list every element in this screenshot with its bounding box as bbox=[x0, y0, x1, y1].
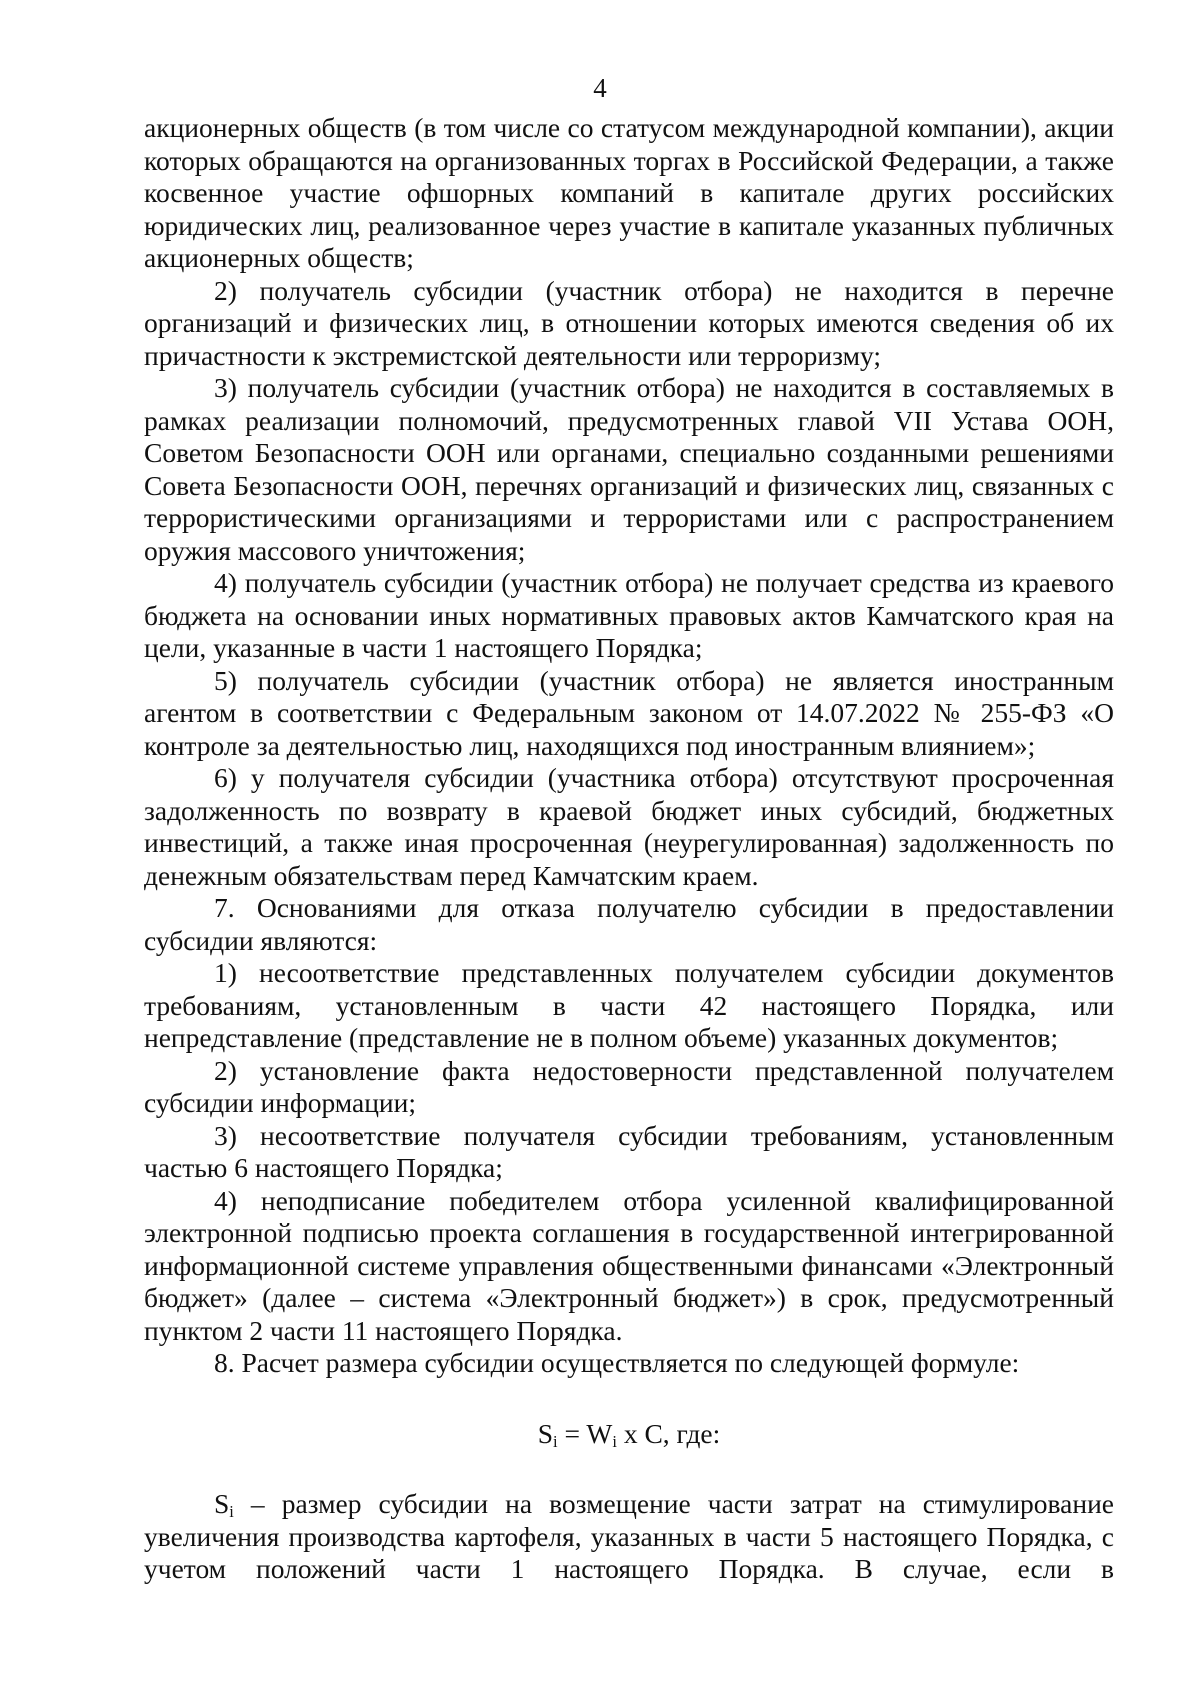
formula-w: W bbox=[586, 1417, 613, 1449]
definition-si bbox=[144, 1488, 1114, 1586]
paragraph-section-7-item-2: 2) установление факта недостоверности представленной получателем субсидии информации; bbox=[144, 1054, 1114, 1118]
paragraph-item-6: 6) у получателя субсидии (участника отбора) отсутствуют просроченная задолженность по возврату в краевой бюджет иных субсидий, бюджетных инвестиций, а также иная просроченная (неурегулированная) задолженность по денежным обязательствам перед Камчатским краем. bbox=[144, 762, 1114, 891]
paragraph-item-4: 4) получатель субсидии (участник отбора) не получает средства из краевого бюджета на основании иных нормативных правовых актов Камчатского края на цели, указанные в части 1 настоящего Порядка; bbox=[144, 567, 1114, 663]
page-number: 4 bbox=[593, 73, 607, 103]
paragraph-section-7: 7. Основаниями для отказа получателю субсидии в предоставлении субсидии являются: bbox=[144, 892, 1114, 956]
paragraph-item-2: 2) получатель субсидии (участник отбора) не находится в перечне организаций и физических лиц, в отношении которых имеются сведения об их причастности к экстремистской деятельности или терроризму; bbox=[144, 274, 1114, 371]
paragraph-section-7-item-3: 3) несоответствие получателя субсидии требованиям, установленным частью 6 настоящего Порядка; bbox=[144, 1119, 1114, 1183]
paragraph-section-8: 8. Расчет размера субсидии осуществляется по следующей формуле: bbox=[214, 1347, 1020, 1378]
formula-s: S bbox=[537, 1417, 554, 1449]
formula-w-subscript: i bbox=[612, 1431, 617, 1451]
formula-rest: х С, где: bbox=[616, 1417, 721, 1449]
paragraph-continuation: акционерных обществ (в том числе со статусом международной компании), акции которых обращаются на организованных торгах в Российской Федерации, а также косвенное участие офшорных компаний в капитале других российских юридических лиц, реализованное через участие в капитале указанных публичных акционерных обществ; bbox=[144, 112, 1114, 273]
paragraph-section-7-item-4: 4) неподписание победителем отбора усиленной квалифицированной электронной подписью проекта соглашения в государственной интегрированной информационной системе управления общественными финансами «Электронный бюджет» (далее – система «Электронный бюджет») в срок, предусмотренный пунктом 2 части 11 настоящего Порядка. bbox=[144, 1184, 1114, 1346]
subsidy-formula bbox=[144, 1418, 1114, 1451]
definition-symbol: S bbox=[214, 1488, 230, 1519]
formula-equals: = bbox=[557, 1417, 587, 1449]
paragraph-item-3: 3) получатель субсидии (участник отбора) не находится в составляемых в рамках реализации полномочий, предусмотренных главой VII Устава ООН, Советом Безопасности ООН или органами, специально созданными решениями Совета Безопасности ООН, перечнях организаций и физических лиц, связанных с террористическими организациями и террористами или с распространением оружия массового уничтожения; bbox=[144, 372, 1114, 566]
paragraph-item-5: 5) получатель субсидии (участник отбора) не является иностранным агентом в соответствии с Федеральным законом от 14.07.2022 № 255-ФЗ «О контроле за деятельностью лиц, находящихся под иностранным влиянием»; bbox=[144, 664, 1114, 761]
document-body bbox=[144, 112, 1114, 1586]
definition-symbol-subscript: i bbox=[229, 1502, 234, 1522]
formula-s-subscript: i bbox=[553, 1431, 558, 1451]
definition-text: – размер субсидии на возмещение части затрат на стимулирование увеличения производства картофеля, указанных в части 5 настоящего Порядка, с учетом положений части 1 настоящего Порядка. В случае, если в bbox=[144, 1488, 1114, 1584]
paragraph-section-7-item-1: 1) несоответствие представленных получателем субсидии документов требованиям, установленным в части 42 настоящего Порядка, или непредставление (представление не в полном объеме) указанных документов; bbox=[144, 957, 1114, 1053]
